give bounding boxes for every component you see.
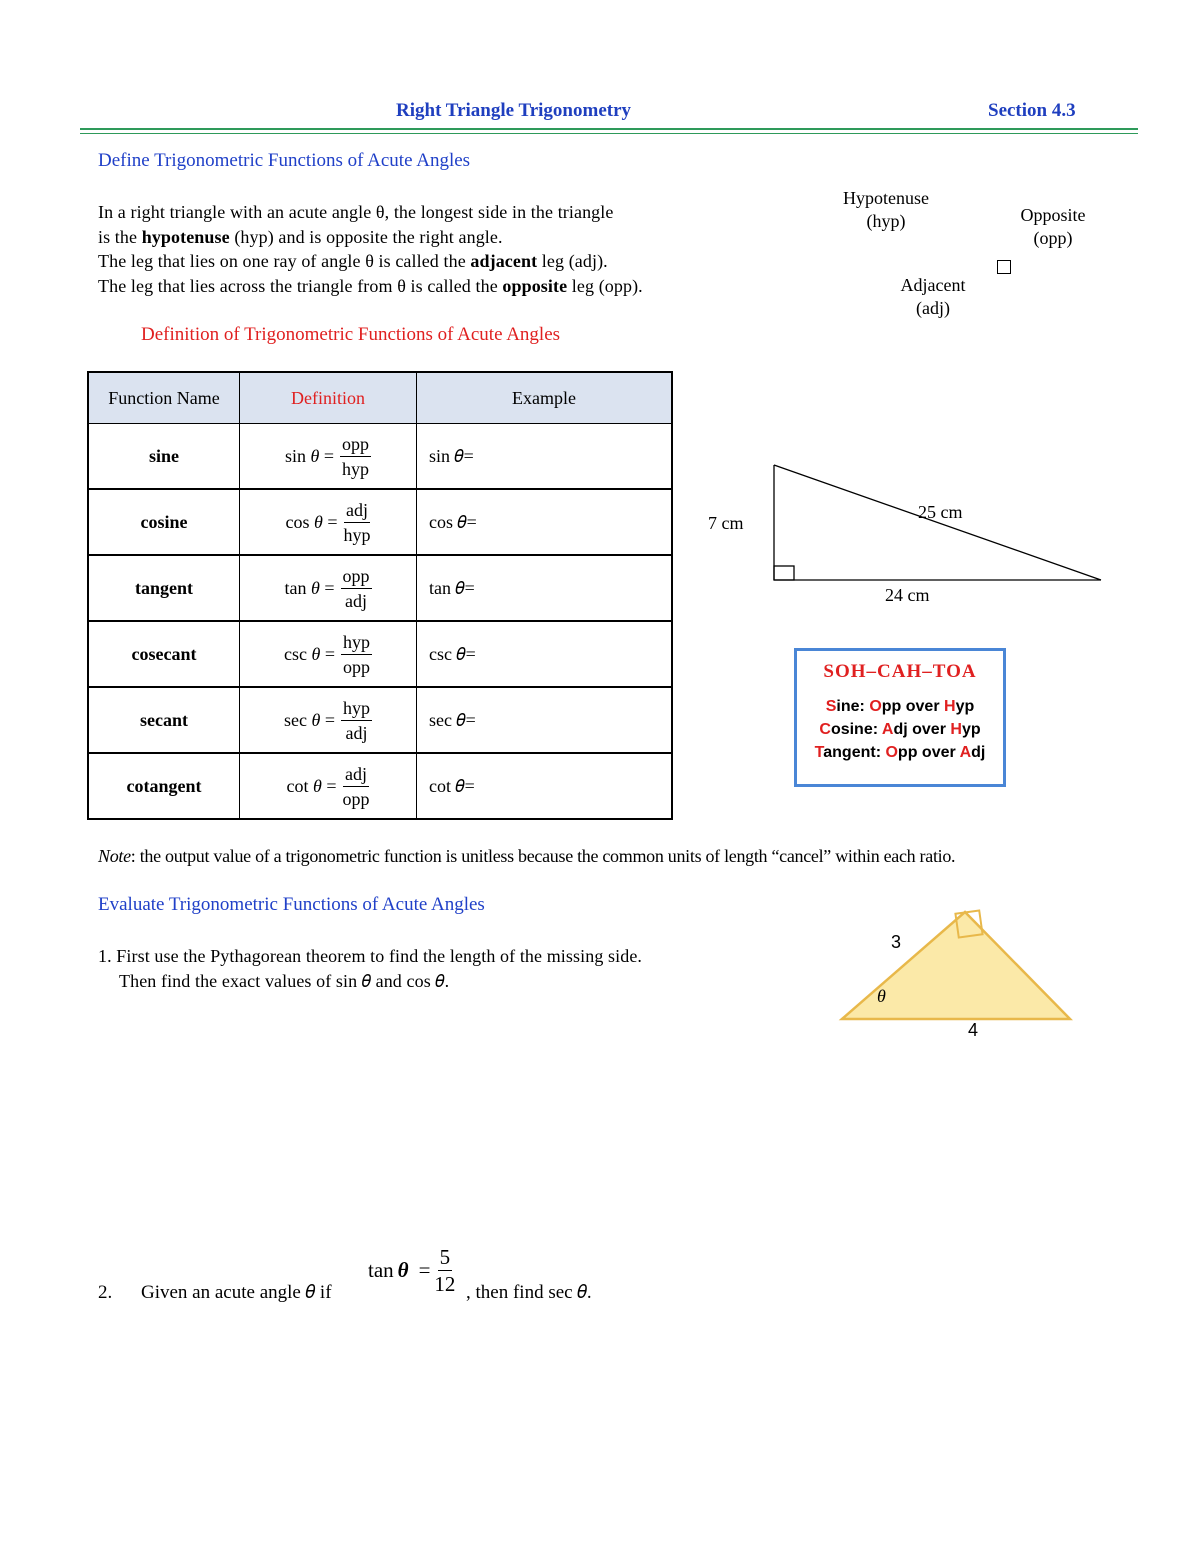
equals-sign: = [324, 709, 335, 730]
problem-1 [98, 944, 798, 993]
mnemonic-letter: C [819, 721, 831, 738]
function-example: sin 𝜃= [417, 424, 673, 490]
function-symbol [287, 776, 337, 797]
ratio-fraction [341, 696, 372, 745]
opp-text: (opp) [1033, 228, 1073, 248]
mnemonic-letter: O [869, 698, 882, 715]
ratio-fraction [343, 762, 370, 811]
table-row [88, 489, 672, 555]
numerator: 5 [439, 1245, 451, 1269]
table-row [88, 687, 672, 753]
mnemonic-text: pp over [897, 744, 960, 761]
denominator: opp [342, 656, 370, 677]
equals-sign: = [324, 577, 335, 598]
theta-symbol: θ [397, 1258, 409, 1282]
mnemonic-text: pp over [881, 698, 944, 715]
intro-text: is the [98, 226, 142, 247]
ratio-fraction [341, 564, 372, 613]
function-name: secant [88, 687, 240, 753]
intro-line-1: In a right triangle with an acute angle θ, the longest side in the triangle [98, 202, 614, 222]
definition-formula [285, 432, 371, 481]
intro-paragraph [98, 200, 798, 298]
mnemonic-text: dj [971, 744, 986, 761]
trig-definitions-table [87, 371, 673, 820]
side-25cm-label: 25 cm [918, 502, 963, 522]
theta-symbol: θ [310, 445, 320, 466]
definition-heading: Definition of Trigonometric Functions of Acute Angles [141, 324, 561, 345]
function-abbrev: tan [284, 577, 307, 598]
hyp-text: (hyp) [866, 211, 906, 231]
mnemonic-letter: H [950, 721, 962, 738]
intro-text: leg (opp). [567, 275, 643, 296]
function-example: cos 𝜃= [417, 489, 673, 555]
tan-function: tan [368, 1258, 394, 1282]
hypotenuse-text: Hypotenuse [843, 188, 929, 208]
mnemonic-letter: T [814, 744, 824, 761]
function-example: cot 𝜃= [417, 753, 673, 819]
fraction-5-12 [434, 1244, 455, 1297]
header-function-name: Function Name [88, 372, 240, 424]
header-example: Example [417, 372, 673, 424]
theta-label: θ [877, 986, 886, 1006]
ratio-fraction [340, 432, 371, 481]
function-example: tan 𝜃= [417, 555, 673, 621]
function-symbol [286, 512, 338, 533]
function-definition [240, 424, 417, 490]
soh-line-tangent [797, 741, 1003, 764]
definition-formula [286, 498, 371, 547]
mnemonic-text: yp [961, 721, 981, 738]
term-adjacent: adjacent [470, 251, 538, 271]
definition-formula [287, 762, 370, 811]
hypotenuse-label [826, 187, 946, 233]
equals-sign: = [327, 511, 338, 532]
side-3-label: 3 [891, 932, 902, 952]
adj-text: (adj) [916, 298, 950, 318]
mnemonic-letter: H [944, 698, 956, 715]
header-definition: Definition [240, 372, 417, 424]
soh-cah-toa-title: SOH–CAH–TOA [823, 661, 977, 682]
function-abbrev: cot [286, 775, 309, 796]
theta-symbol: θ [311, 643, 321, 664]
function-symbol [285, 446, 334, 467]
mnemonic-text: yp [955, 698, 975, 715]
mnemonic-letter: A [959, 744, 972, 761]
definition-formula [285, 564, 372, 613]
ratio-fraction [341, 630, 372, 679]
theta-symbol: θ [311, 577, 320, 598]
table-row [88, 753, 672, 819]
function-name: tangent [88, 555, 240, 621]
adjacent-text: Adjacent [900, 275, 966, 295]
intro-text: leg (adj). [537, 251, 608, 271]
numerator: adj [343, 762, 369, 787]
right-angle-box-icon [774, 566, 794, 580]
soh-line-cosine [797, 718, 1003, 741]
intro-line-2 [98, 225, 798, 250]
function-symbol [284, 644, 335, 665]
note-text: : the output value of a trigonometric function is unitless because the common units of length “cancel” within each ratio. [130, 846, 956, 866]
intro-text: The leg that lies on one ray of angle θ is called the [98, 251, 471, 271]
function-definition [240, 489, 417, 555]
function-name: cosine [88, 489, 240, 555]
function-example: sec 𝜃= [417, 687, 673, 753]
term-opposite: opposite [502, 275, 568, 296]
denominator: hyp [343, 524, 371, 545]
intro-text: The leg that lies across the triangle from θ is called the [98, 275, 503, 296]
numerator: opp [341, 564, 372, 589]
denominator: 12 [434, 1272, 456, 1296]
denominator: adj [345, 590, 367, 611]
denominator: adj [345, 722, 368, 743]
side-7cm-label: 7 cm [708, 513, 744, 533]
problem-2-number: 2. [98, 1282, 113, 1303]
note-paragraph [98, 846, 1098, 867]
mnemonic-text: ine: [836, 698, 870, 715]
function-abbrev: sec [284, 709, 307, 730]
equals-sign: = [326, 775, 337, 796]
numerator: hyp [341, 696, 372, 721]
function-definition [240, 621, 417, 687]
function-definition [240, 753, 417, 819]
function-abbrev: sin [284, 445, 306, 466]
problem-1-triangle [835, 900, 1080, 1025]
header-rule-bottom [80, 133, 1138, 134]
problem-2-prefix: Given an acute angle 𝜃 if [141, 1282, 332, 1303]
mnemonic-letter: O [885, 744, 898, 761]
section-number: Section 4.3 [988, 100, 1076, 121]
function-definition [240, 555, 417, 621]
side-24cm-label: 24 cm [885, 585, 930, 605]
theta-symbol: θ [313, 775, 322, 796]
ratio-fraction [344, 498, 371, 547]
intro-line-3 [98, 249, 798, 274]
table-row [88, 555, 672, 621]
side-4-label: 4 [968, 1020, 979, 1040]
equals-sign: = [418, 1258, 431, 1282]
opposite-label [1000, 204, 1106, 250]
function-definition [240, 687, 417, 753]
function-name: cotangent [88, 753, 240, 819]
intro-text: (hyp) and is opposite the right angle. [229, 226, 503, 247]
function-symbol [285, 578, 335, 599]
term-hypotenuse: hypotenuse [141, 226, 230, 247]
theta-symbol: θ [314, 511, 323, 532]
numerator: opp [340, 432, 371, 457]
theta-symbol: θ [311, 709, 321, 730]
function-example: csc 𝜃= [417, 621, 673, 687]
intro-line-4 [98, 274, 798, 299]
soh-cah-toa-box [794, 648, 1006, 787]
table-row [88, 424, 672, 490]
problem-1-line-2: Then find the exact values of sin 𝜃 and cos 𝜃. [119, 970, 450, 991]
adjacent-label [880, 274, 986, 320]
note-label: Note [98, 846, 131, 866]
function-symbol [284, 710, 335, 731]
define-heading: Define Trigonometric Functions of Acute Angles [98, 150, 471, 171]
function-abbrev: csc [284, 643, 307, 664]
function-name: sine [88, 424, 240, 490]
soh-line-sine [797, 695, 1003, 718]
function-name: cosecant [88, 621, 240, 687]
right-angle-mark-icon [997, 260, 1011, 274]
function-abbrev: cos [285, 511, 310, 532]
problem-1-line-1: 1. First use the Pythagorean theorem to find the length of the missing side. [98, 946, 643, 966]
table-header-row [88, 372, 672, 424]
mnemonic-text: dj over [893, 721, 951, 738]
mnemonic-letter: A [881, 721, 894, 738]
header-rule-top [80, 128, 1138, 130]
opposite-text: Opposite [1020, 205, 1086, 225]
table-row [88, 621, 672, 687]
evaluate-heading: Evaluate Trigonometric Functions of Acute Angles [98, 894, 485, 915]
page-title: Right Triangle Trigonometry [396, 100, 632, 121]
denominator: hyp [342, 458, 369, 479]
mnemonic-letter: S [825, 698, 837, 715]
denominator: opp [342, 788, 370, 809]
numerator: hyp [341, 630, 372, 655]
mnemonic-text: osine: [830, 721, 882, 738]
equals-sign: = [323, 445, 334, 466]
definition-formula [284, 630, 372, 679]
mnemonic-text: angent: [823, 744, 886, 761]
problem-2-equation [368, 1244, 455, 1297]
equals-sign: = [324, 643, 335, 664]
numerator: adj [344, 498, 370, 523]
definition-formula [284, 696, 372, 745]
problem-2-suffix: , then find sec 𝜃. [466, 1282, 592, 1303]
